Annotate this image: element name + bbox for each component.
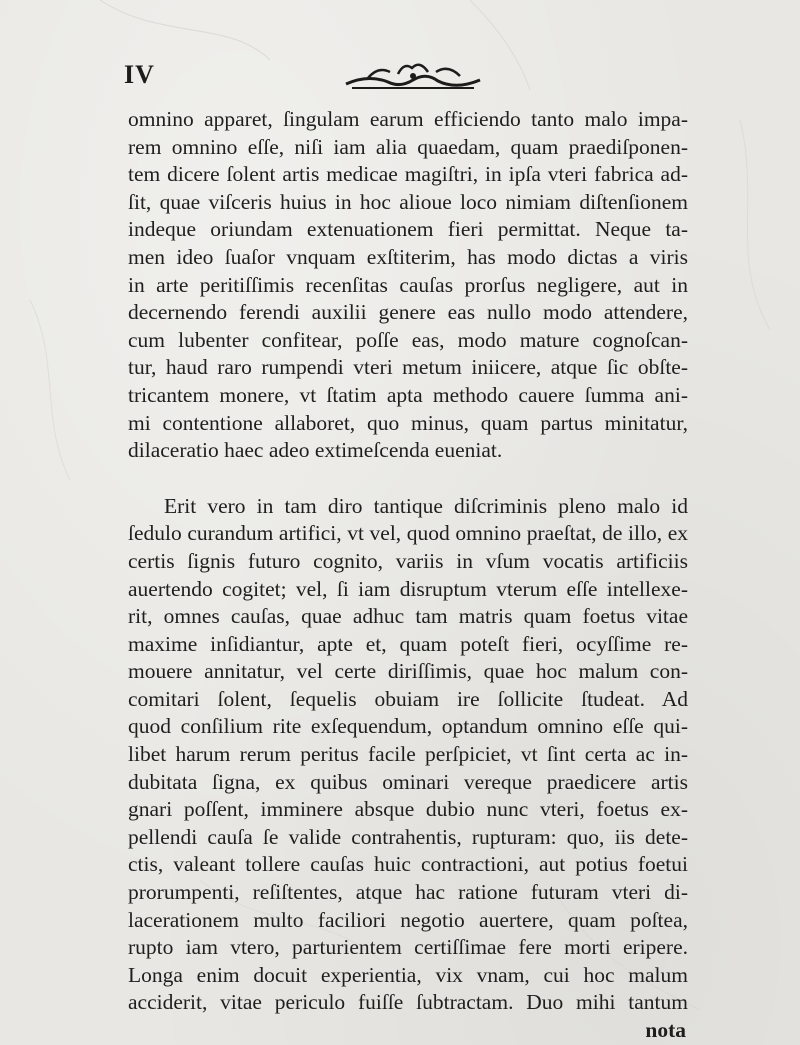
body-text [128,106,688,1045]
paragraph-gap [128,465,688,493]
text-line: ctis, valeant tollere cauſas huic contractioni, aut potius foetui [128,852,688,877]
text-line: prorumpenti, reſiſtentes, atque hac ratione futuram vteri di- [128,880,688,905]
head-ornament-icon [338,54,488,94]
text-line: in arte peritiſſimis recenſitas cauſas prorſus negligere, aut in [128,272,688,297]
text-line: acciderit, vitae periculo fuiſſe ſubtractam. Duo mihi tantum [128,990,688,1015]
text-line: tricantem monere, vt ſtatim apta methodo cauere ſumma ani- [128,382,688,407]
text-line: rupto iam vtero, parturientem certiſſimae fere morti eripere. [128,935,688,960]
text-line: decernendo ferendi auxilii genere eas nullo modo attendere, [128,300,688,325]
text-line: gnari poſſent, imminere absque dubio nunc vteri, foetus ex- [128,797,688,822]
text-line: certis ſignis futuro cognito, variis in vſum vocatis artificiis [128,548,688,573]
text-line: dubitata ſigna, ex quibus ominari vereque praedicere artis [128,769,688,794]
text-line: mi contentione allaboret, quo minus, quam partus minitatur, [128,410,688,435]
text-line: pellendi cauſa ſe valide contrahentis, rupturam: quo, iis dete- [128,824,688,849]
text-line: ſit, quae viſceris huius in hoc alioue loco nimiam diſtenſionem [128,189,688,214]
text-line: maxime inſidiantur, apte et, quam poteſt fieri, ocyſſime re- [128,631,688,656]
text-line: libet harum rerum peritus facile perſpiciet, vt ſint certa ac in- [128,742,688,767]
text-line: indeque oriundam extenuationem fieri permittat. Neque ta- [128,217,688,242]
paragraph-1 [128,106,688,465]
text-line: men ideo ſuaſor vnquam exſtiterim, has modo dictas a viris [128,244,688,269]
text-line: rit, omnes cauſas, quae adhuc tam matris quam foetus vitae [128,604,688,629]
catchword: nota [645,1018,686,1042]
text-line: Erit vero in tam diro tantique diſcriminis pleno malo id [164,493,688,518]
page-number: IV [124,60,155,89]
text-line: auertendo cogitet; vel, ſi iam disruptum vterum eſſe intellexe- [128,576,688,601]
text-line: lacerationem multo faciliori negotio auertere, quam poſtea, [128,907,688,932]
text-line: rem omnino eſſe, niſi iam alia quaedam, quam praediſponen- [128,134,688,159]
text-line: cum lubenter confitear, poſſe eas, modo mature cognoſcan- [128,327,688,352]
text-line: dilaceratio haec adeo extimeſcenda eueniat. [128,438,503,463]
text-line: mouere annitatur, vel certe diriſſimis, quae hoc malum con- [128,659,688,684]
text-line: omnino apparet, ſingulam earum efficiendo tanto malo impa- [128,107,688,131]
text-line: ſedulo curandum artifici, vt vel, quod omnino praeſtat, de illo, ex [128,521,688,546]
text-line: tur, haud raro rumpendi vteri metum iniicere, atque ſic obſte- [128,355,688,380]
text-line: comitari ſolent, ſequelis obuiam ire ſollicite ſtudeat. Ad [128,686,688,711]
text-line: quod conſilium rite exſequendum, optandum omnino eſſe qui- [128,714,688,739]
text-line: tem dicere ſolent artis medicae magiſtri, in ipſa vteri fabrica ad- [128,162,688,187]
text-line: Longa enim docuit experientia, vix vnam, cui hoc malum [128,962,688,987]
paragraph-2 [128,493,688,1017]
